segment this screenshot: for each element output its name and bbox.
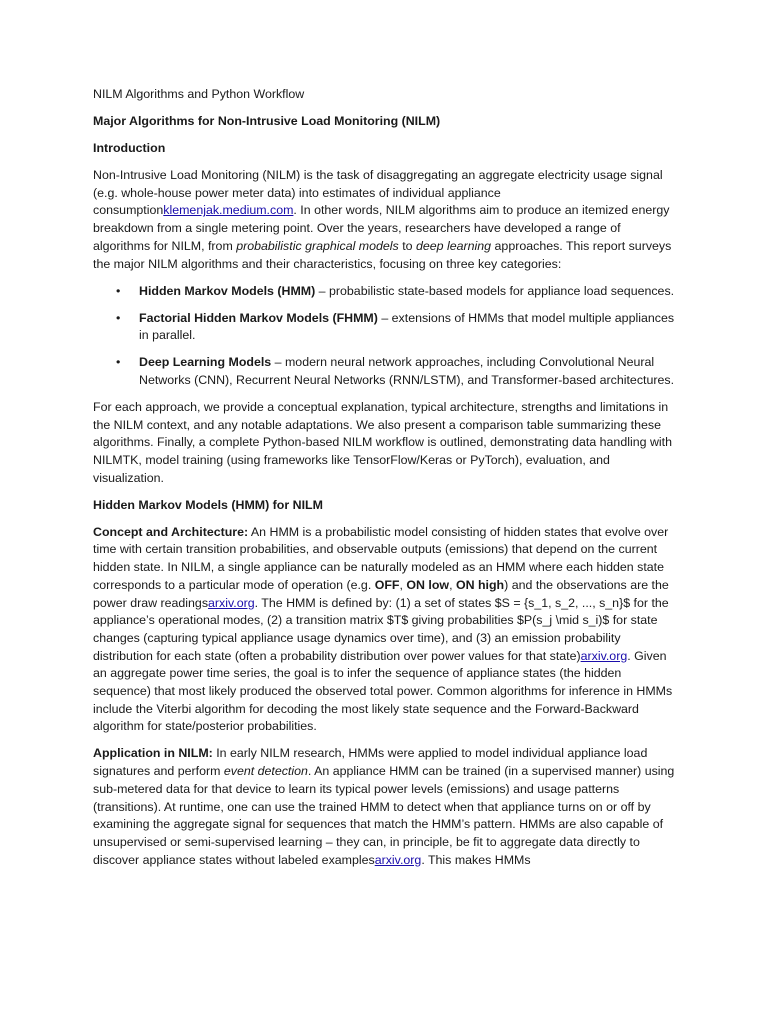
- hmm-heading: Hidden Markov Models (HMM) for NILM: [93, 497, 323, 512]
- main-heading: Major Algorithms for Non-Intrusive Load Monitoring (NILM): [93, 114, 441, 128]
- list-item-fhmm: • Factorial Hidden Markov Models (FHMM) – extensions of HMMs that model multiple appliances in parallel.: [139, 310, 679, 345]
- application-paragraph: Application in NILM: In early NILM research, HMMs were applied to model individual appliance load signatures and perform event detection. An appliance HMM can be trained (in a supervised manner) using sub-metered data for that device to learn its typical power levels (emissions) and usage patterns (transitions). At runtime, one can use the trained HMM to detect when that appliance turns on or off by examining the aggregate signal for sequences that match the HMM’s pattern. HMMs are also capable of unsupervised or semi-supervised learning – they can, in principle, be fit to aggregate data directly to discover appliance states without labeled examplesarxiv.org. This makes HMMs: [93, 746, 675, 867]
- source-link-arxiv[interactable]: arxiv.org: [208, 595, 255, 610]
- intro-heading: Introduction: [93, 141, 166, 155]
- list-item-hmm: • Hidden Markov Models (HMM) – probabilistic state-based models for appliance load sequences.: [139, 283, 679, 301]
- categories-list: [93, 283, 679, 390]
- document-page: [93, 86, 679, 879]
- list-item-deep-learning: • Deep Learning Models – modern neural network approaches, including Convolutional Neural Networks (CNN), Recurrent Neural Networks (RNN/LSTM), and Transformer-based architectures.: [139, 354, 679, 389]
- concept-paragraph: Concept and Architecture: An HMM is a probabilistic model consisting of hidden states that evolve over time with certain transition probabilities, and observable outputs (emissions) that depend on the current hidden state. In NILM, a single appliance can be naturally modeled as an HMM where each hidden state corresponds to a particular mode of operation (e.g. OFF, ON low, ON high) and the observations are the power draw readingsarxiv.org. The HMM is defined by: (1) a set of states $S = {s_1, s_2, ..., s_n}$ for the appliance’s operational modes, (2) a transition matrix $T$ giving probabilities $P(s_j \mid s_i)$ for state changes (capturing typical appliance usage dynamics over time), and (3) an emission probability distribution for each state (often a probability distribution over power values for that state)arxiv.org. Given an aggregate power time series, the goal is to infer the sequence of appliance states (the hidden sequence) that most likely produced the observed total power. Common algorithms for inference in HMMs include the Viterbi algorithm for decoding the most likely state sequence and the Forward-Backward algorithm for state/posterior probabilities.: [93, 524, 673, 734]
- document-title: NILM Algorithms and Python Workflow: [93, 87, 305, 101]
- source-link-klemenjak[interactable]: klemenjak.medium.com: [163, 203, 294, 218]
- source-link-arxiv[interactable]: arxiv.org: [374, 852, 422, 867]
- overview-paragraph: For each approach, we provide a conceptual explanation, typical architecture, strengths and limitations in the NILM context, and any notable adaptations. We also present a comparison table summarizing these algorithms. Finally, a complete Python-based NILM workflow is outlined, demonstrating data handling with NILMTK, model training (using frameworks like TensorFlow/Keras or PyTorch), evaluation, and visualization.: [93, 399, 672, 485]
- source-link-arxiv[interactable]: arxiv.org: [580, 648, 628, 663]
- intro-paragraph: Non-Intrusive Load Monitoring (NILM) is the task of disaggregating an aggregate electricity usage signal (e.g. whole-house power meter data) into estimates of individual appliance consumptionklemenjak.medium.com. In other words, NILM algorithms aim to produce an itemized energy breakdown from a single metering point. Over the years, researchers have developed a range of algorithms for NILM, from probabilistic graphical models to deep learning approaches. This report surveys the major NILM algorithms and their characteristics, focusing on three key categories:: [93, 168, 672, 271]
